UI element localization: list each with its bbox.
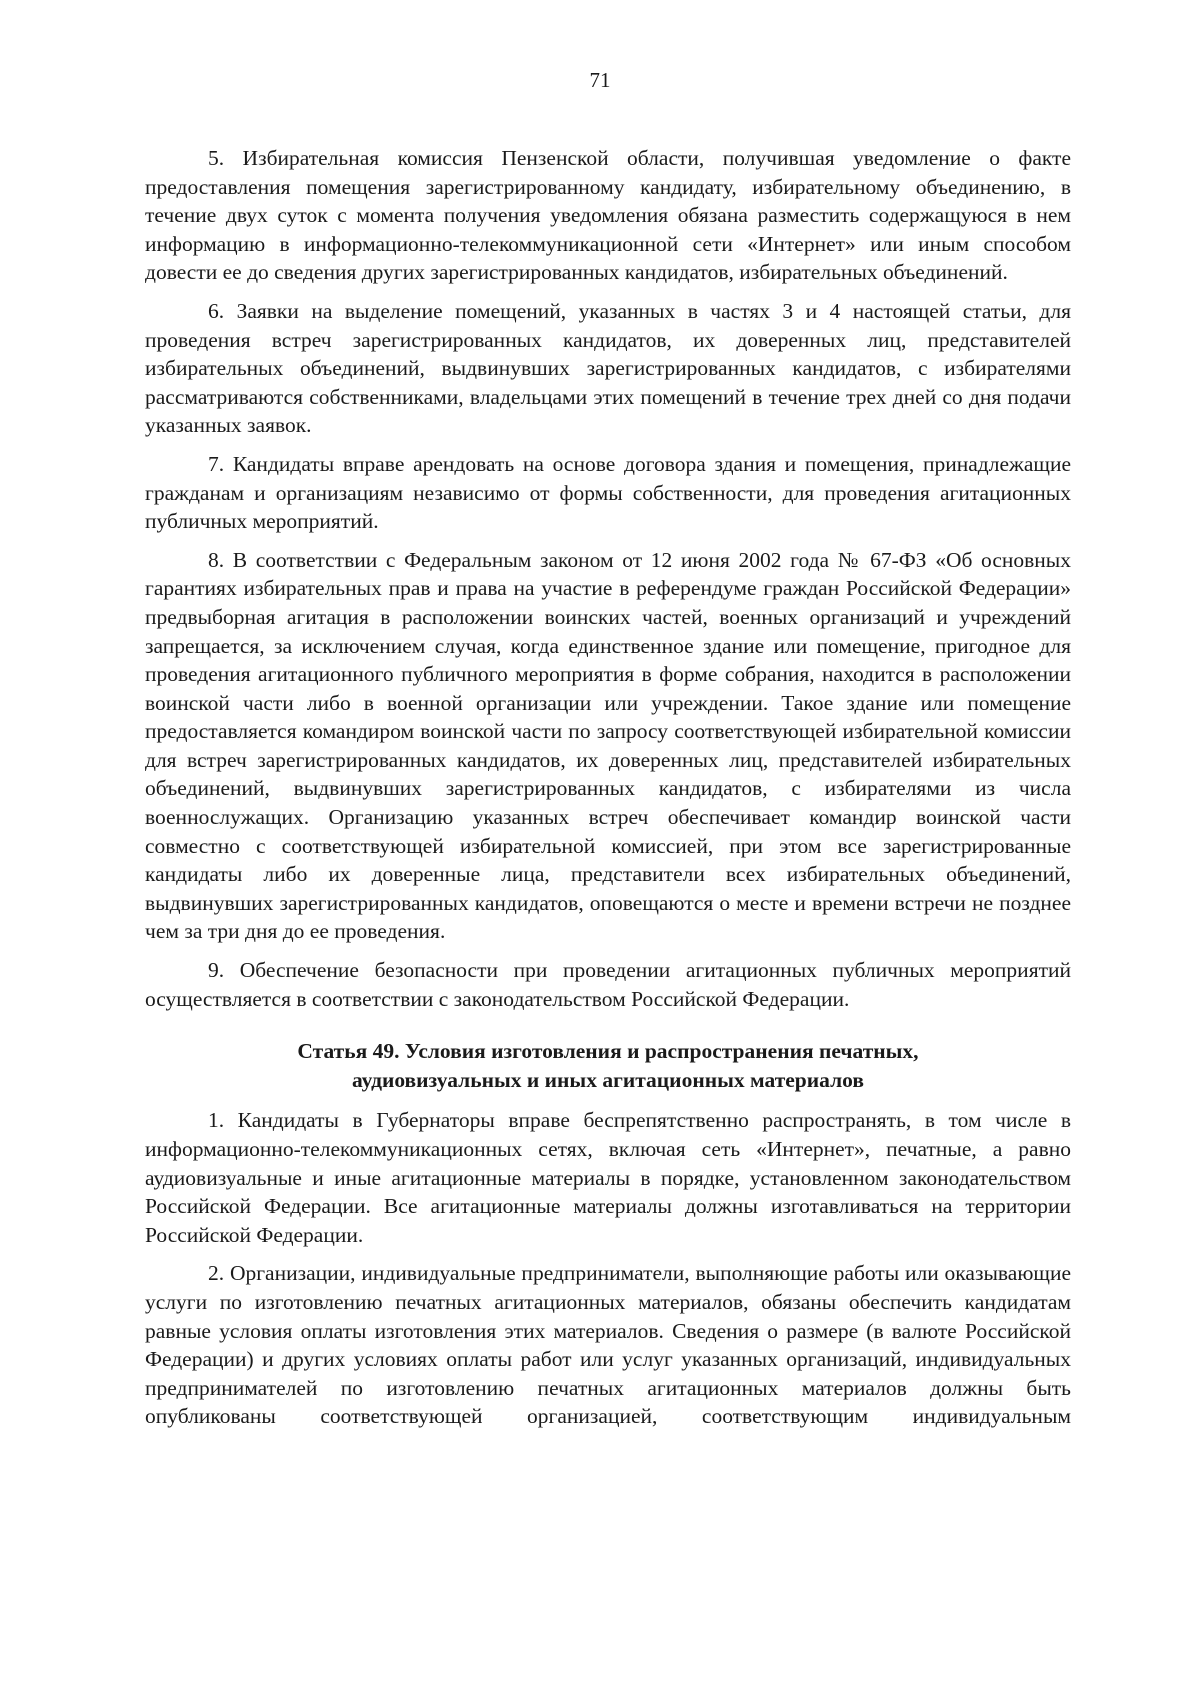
article-heading xyxy=(145,1037,1071,1094)
article-heading-line-1: Статья 49. Условия изготовления и распространения печатных, xyxy=(297,1039,919,1064)
document-body xyxy=(145,144,1071,1441)
page-number: 71 xyxy=(589,68,611,92)
article-49-paragraph-2: 2. Организации, индивидуальные предприниматели, выполняющие работы или оказывающие услуги по изготовлению печатных агитационных материалов, обязаны обеспечить кандидатам равные условия оплаты изготовления этих материалов. Сведения о размере (в валюте Российской Федерации) и других условиях оплаты работ или услуг указанных организаций, индивидуальных предпринимателей по изготовлению печатных агитационных материалов должны быть опубликованы соответствующей организацией, соответствующим индивидуальным xyxy=(145,1261,1071,1429)
paragraph-8: 8. В соответствии с Федеральным законом от 12 июня 2002 года № 67-ФЗ «Об основных гарантиях избирательных прав и права на участие в референдуме граждан Российской Федерации» предвыборная агитация в расположении воинских частей, военных организаций и учреждений запрещается, за исключением случая, когда единственное здание или помещение, пригодное для проведения агитационного публичного мероприятия в форме собрания, находится в расположении воинской части либо в военной организации или учреждении. Такое здание или помещение предоставляется командиром воинской части по запросу соответствующей избирательной комиссии для встреч зарегистрированных кандидатов, их доверенных лиц, представителей избирательных объединений, выдвинувших зарегистрированных кандидатов, с избирателями из числа военнослужащих. Организацию указанных встреч обеспечивает командир воинской части совместно с соответствующей избирательной комиссией, при этом все зарегистрированные кандидаты либо их доверенные лица, представители всех избирательных объединений, выдвинувших зарегистрированных кандидатов, оповещаются о месте и времени встречи не позднее чем за три дня до ее проведения. xyxy=(145,547,1071,944)
paragraph-9: 9. Обеспечение безопасности при проведении агитационных публичных мероприятий осуществляется в соответствии с законодательством Российской Федерации. xyxy=(145,958,1071,1011)
paragraph-7: 7. Кандидаты вправе арендовать на основе договора здания и помещения, принадлежащие гражданам и организациям независимо от формы собственности, для проведения агитационных публичных мероприятий. xyxy=(145,451,1071,534)
article-49-paragraph-1: 1. Кандидаты в Губернаторы вправе беспрепятственно распространять, в том числе в информационно-телекоммуникационных сетях, включая сеть «Интернет», печатные, а равно аудиовизуальные и иные агитационные материалы в порядке, установленном законодательством Российской Федерации. Все агитационные материалы должны изготавливаться на территории Российской Федерации. xyxy=(145,1108,1071,1247)
paragraph-5: 5. Избирательная комиссия Пензенской области, получившая уведомление о факте предоставления помещения зарегистрированному кандидату, избирательному объединению, в течение двух суток с момента получения уведомления обязана разместить содержащуюся в нем информацию в информационно-телекоммуникационной сети «Интернет» или иным способом довести ее до сведения других зарегистрированных кандидатов, избирательных объединений. xyxy=(145,146,1071,285)
article-heading-line-2: аудиовизуальных и иных агитационных материалов xyxy=(352,1067,864,1092)
paragraph-6: 6. Заявки на выделение помещений, указанных в частях 3 и 4 настоящей статьи, для проведения встреч зарегистрированных кандидатов, их доверенных лиц, представителей избирательных объединений, выдвинувших зарегистрированных кандидатов, с избирателями рассматриваются собственниками, владельцами этих помещений в течение трех дней со дня подачи указанных заявок. xyxy=(145,298,1071,438)
